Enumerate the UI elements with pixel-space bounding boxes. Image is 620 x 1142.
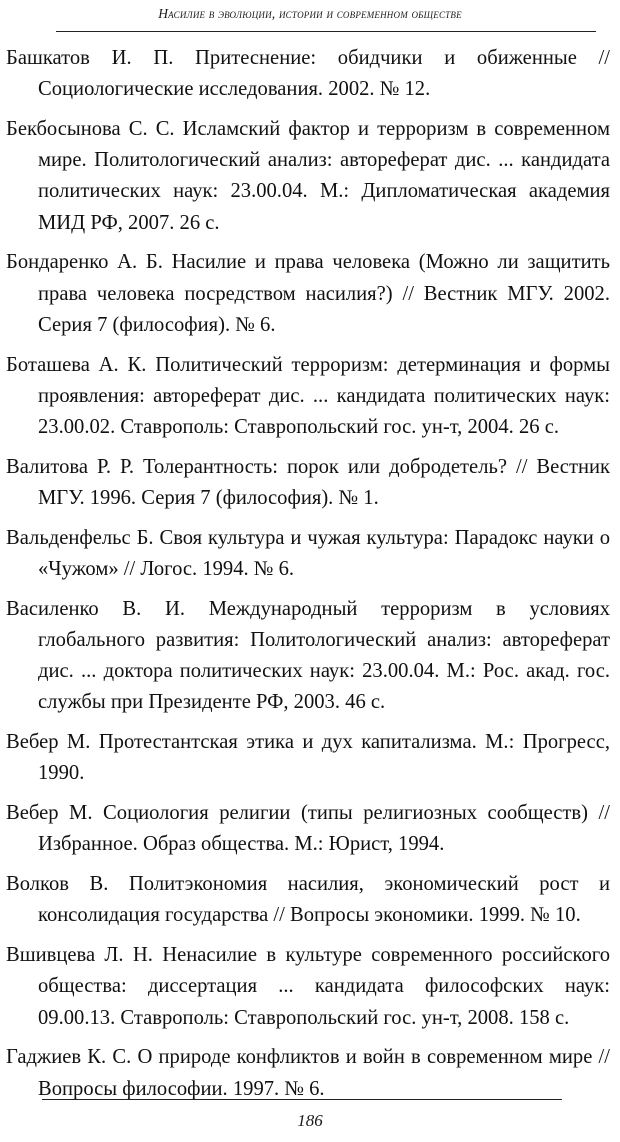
page-number: 186 — [297, 1111, 323, 1130]
bibliography-entry: Вебер М. Социология религии (типы религиозных сообществ) // Избранное. Образ общества. М.: Юрист, 1994. — [6, 802, 610, 856]
bibliography-entry: Гаджиев К. С. О природе конфликтов и войн в современном мире // Вопросы философии. 1997. № 6. — [6, 1046, 610, 1100]
bibliography-list — [6, 43, 610, 1113]
header-rule — [56, 31, 596, 32]
bibliography-entry: Бекбосынова С. С. Исламский фактор и терроризм в современном мире. Политологический анализ: автореферат дис. ... кандидата политических наук: 23.00.04. М.: Дипломатическая академия МИД РФ, 2007. 26 с. — [6, 118, 610, 234]
running-head: Насилие в эволюции, истории и современном обществе — [158, 6, 462, 21]
bibliography-entry: Вшивцева Л. Н. Ненасилие в культуре современного российского общества: диссертация ... кандидата философских наук: 09.00.13. Ставрополь: Ставропольский гос. ун-т, 2008. 158 с. — [6, 944, 610, 1029]
bibliography-entry: Валитова Р. Р. Толерантность: порок или добродетель? // Вестник МГУ. 1996. Серия 7 (философия). № 1. — [6, 455, 610, 510]
footer-rule — [42, 1099, 562, 1100]
bibliography-entry: Боташева А. К. Политический терроризм: детерминация и формы проявления: автореферат дис. ... кандидата политических наук: 23.00.02. Ставрополь: Ставропольский гос. ун-т, 2004. 26 с. — [6, 353, 610, 439]
bibliography-entry: Вальденфельс Б. Своя культура и чужая культура: Парадокс науки о «Чужом» // Логос. 1994. № 6. — [6, 526, 610, 581]
bibliography-entry: Башкатов И. П. Притеснение: обидчики и обиженные // Социологические исследования. 2002. № 12. — [6, 47, 610, 101]
bibliography-entry: Вебер М. Протестантская этика и дух капитализма. М.: Прогресс, 1990. — [6, 731, 610, 785]
bibliography-entry: Волков В. Политэкономия насилия, экономический рост и консолидация государства // Вопросы экономики. 1999. № 10. — [6, 873, 610, 927]
bibliography-entry: Бондаренко А. Б. Насилие и права человека (Можно ли защитить права человека посредством насилия?) // Вестник МГУ. 2002. Серия 7 (философия). № 6. — [6, 251, 610, 336]
bibliography-entry: Василенко В. И. Международный терроризм в условиях глобального развития: Политологический анализ: автореферат дис. ... доктора политических наук: 23.00.04. М.: Рос. акад. гос. службы при Президенте РФ, 2003. 46 с. — [6, 597, 610, 714]
